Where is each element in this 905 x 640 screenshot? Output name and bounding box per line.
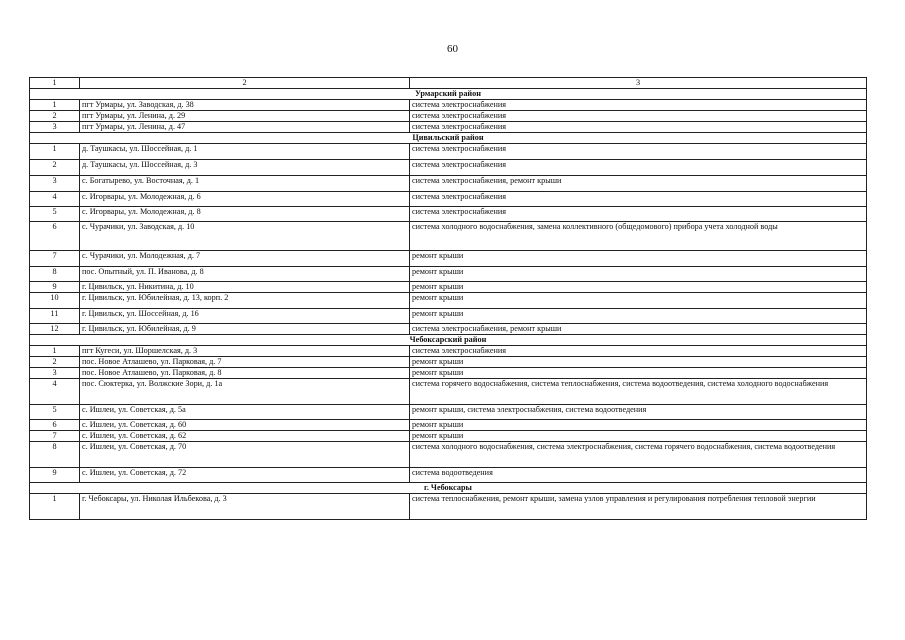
table-row [30, 324, 867, 335]
row-address: пос. Сюктерка, ул. Волжские Зори, д. 1а [80, 379, 410, 405]
row-number: 9 [30, 282, 80, 293]
row-number: 5 [30, 207, 80, 222]
row-number: 3 [30, 122, 80, 133]
row-works: система электроснабжения [410, 111, 867, 122]
row-number: 1 [30, 346, 80, 357]
table-row [30, 293, 867, 309]
district-header-row [30, 335, 867, 346]
table-row [30, 468, 867, 483]
table-row [30, 192, 867, 207]
registry-table [29, 77, 867, 520]
row-works: система горячего водоснабжения, система теплоснабжения, система водоотведения, система холодного водоснабжения [410, 379, 867, 405]
table-row [30, 420, 867, 431]
table-row [30, 100, 867, 111]
row-works: ремонт крыши, система электроснабжения, система водоотведения [410, 405, 867, 420]
row-works: ремонт крыши [410, 282, 867, 293]
row-works: система электроснабжения [410, 346, 867, 357]
table-row [30, 431, 867, 442]
row-address: с. Игорвары, ул. Молодежная, д. 6 [80, 192, 410, 207]
district-title: Цивильский район [30, 133, 867, 144]
row-works: ремонт крыши [410, 420, 867, 431]
row-address: г. Цивильск, ул. Юбилейная, д. 13, корп. 2 [80, 293, 410, 309]
row-works: система электроснабжения, ремонт крыши [410, 324, 867, 335]
row-works: система холодного водоснабжения, система электроснабжения, система горячего водоснабжения, система водоотведения [410, 442, 867, 468]
row-address: д. Таушкасы, ул. Шоссейная, д. 1 [80, 144, 410, 160]
row-number: 1 [30, 100, 80, 111]
table-row [30, 222, 867, 251]
table-row [30, 494, 867, 520]
row-address: г. Цивильск, ул. Юбилейная, д. 9 [80, 324, 410, 335]
row-address: пос. Новое Атлашево, ул. Парковая, д. 8 [80, 368, 410, 379]
row-address: с. Ишлеи, ул. Советская, д. 60 [80, 420, 410, 431]
row-address: с. Чурачики, ул. Молодежная, д. 7 [80, 251, 410, 267]
table-row [30, 267, 867, 282]
row-address: г. Цивильск, ул. Никитина, д. 10 [80, 282, 410, 293]
row-works: система электроснабжения [410, 100, 867, 111]
row-works: система теплоснабжения, ремонт крыши, замена узлов управления и регулирования потребления тепловой энергии [410, 494, 867, 520]
row-works: система электроснабжения, ремонт крыши [410, 176, 867, 192]
row-number: 4 [30, 379, 80, 405]
row-number: 7 [30, 251, 80, 267]
row-address: с. Богатырево, ул. Восточная, д. 1 [80, 176, 410, 192]
district-title: г. Чебоксары [30, 483, 867, 494]
row-number: 2 [30, 111, 80, 122]
table-row [30, 144, 867, 160]
row-address: пгт Урмары, ул. Ленина, д. 29 [80, 111, 410, 122]
row-address: пгт Кугеси, ул. Шоршелская, д. 3 [80, 346, 410, 357]
row-number: 8 [30, 442, 80, 468]
row-number: 2 [30, 357, 80, 368]
row-address: пгт Урмары, ул. Заводская, д. 38 [80, 100, 410, 111]
table-row [30, 176, 867, 192]
row-address: с. Чурачики, ул. Заводская, д. 10 [80, 222, 410, 251]
table-row [30, 357, 867, 368]
table-header-row [30, 78, 867, 89]
table-row [30, 346, 867, 357]
row-works: система электроснабжения [410, 160, 867, 176]
table-row [30, 368, 867, 379]
row-number: 12 [30, 324, 80, 335]
district-header-row [30, 133, 867, 144]
district-title: Урмарский район [30, 89, 867, 100]
row-works: система электроснабжения [410, 122, 867, 133]
row-number: 4 [30, 192, 80, 207]
row-address: д. Таушкасы, ул. Шоссейная, д. 3 [80, 160, 410, 176]
row-number: 5 [30, 405, 80, 420]
table-row [30, 379, 867, 405]
row-number: 3 [30, 368, 80, 379]
row-works: система электроснабжения [410, 192, 867, 207]
row-number: 8 [30, 267, 80, 282]
row-works: ремонт крыши [410, 267, 867, 282]
row-number: 6 [30, 222, 80, 251]
row-number: 1 [30, 144, 80, 160]
district-header-row [30, 483, 867, 494]
row-number: 11 [30, 309, 80, 324]
column-header: 3 [410, 78, 867, 89]
table-row [30, 160, 867, 176]
table-row [30, 309, 867, 324]
row-address: пос. Новое Атлашево, ул. Парковая, д. 7 [80, 357, 410, 368]
district-title: Чебоксарский район [30, 335, 867, 346]
row-works: ремонт крыши [410, 368, 867, 379]
row-number: 2 [30, 160, 80, 176]
row-works: система холодного водоснабжения, замена коллективного (общедомового) прибора учета холодной воды [410, 222, 867, 251]
table-row [30, 405, 867, 420]
table-row [30, 282, 867, 293]
column-header: 1 [30, 78, 80, 89]
row-address: с. Ишлеи, ул. Советская, д. 72 [80, 468, 410, 483]
row-number: 3 [30, 176, 80, 192]
row-works: система электроснабжения [410, 144, 867, 160]
table-row [30, 122, 867, 133]
row-address: с. Ишлеи, ул. Советская, д. 62 [80, 431, 410, 442]
row-number: 6 [30, 420, 80, 431]
row-works: ремонт крыши [410, 251, 867, 267]
row-address: с. Ишлеи, ул. Советская, д. 70 [80, 442, 410, 468]
row-works: ремонт крыши [410, 309, 867, 324]
row-works: ремонт крыши [410, 293, 867, 309]
row-address: с. Игорвары, ул. Молодежная, д. 8 [80, 207, 410, 222]
page-number: 60 [447, 43, 458, 55]
table-row [30, 442, 867, 468]
row-address: г. Цивильск, ул. Шоссейная, д. 16 [80, 309, 410, 324]
row-number: 1 [30, 494, 80, 520]
row-works: система электроснабжения [410, 207, 867, 222]
row-number: 10 [30, 293, 80, 309]
table-row [30, 111, 867, 122]
column-header: 2 [80, 78, 410, 89]
table-row [30, 207, 867, 222]
row-works: ремонт крыши [410, 357, 867, 368]
row-number: 9 [30, 468, 80, 483]
row-number: 7 [30, 431, 80, 442]
row-works: ремонт крыши [410, 431, 867, 442]
district-header-row [30, 89, 867, 100]
table-row [30, 251, 867, 267]
row-address: с. Ишлеи, ул. Советская, д. 5а [80, 405, 410, 420]
row-address: г. Чебоксары, ул. Николая Ильбекова, д. 3 [80, 494, 410, 520]
row-address: пос. Опытный, ул. П. Иванова, д. 8 [80, 267, 410, 282]
row-works: система водоотведения [410, 468, 867, 483]
row-address: пгт Урмары, ул. Ленина, д. 47 [80, 122, 410, 133]
